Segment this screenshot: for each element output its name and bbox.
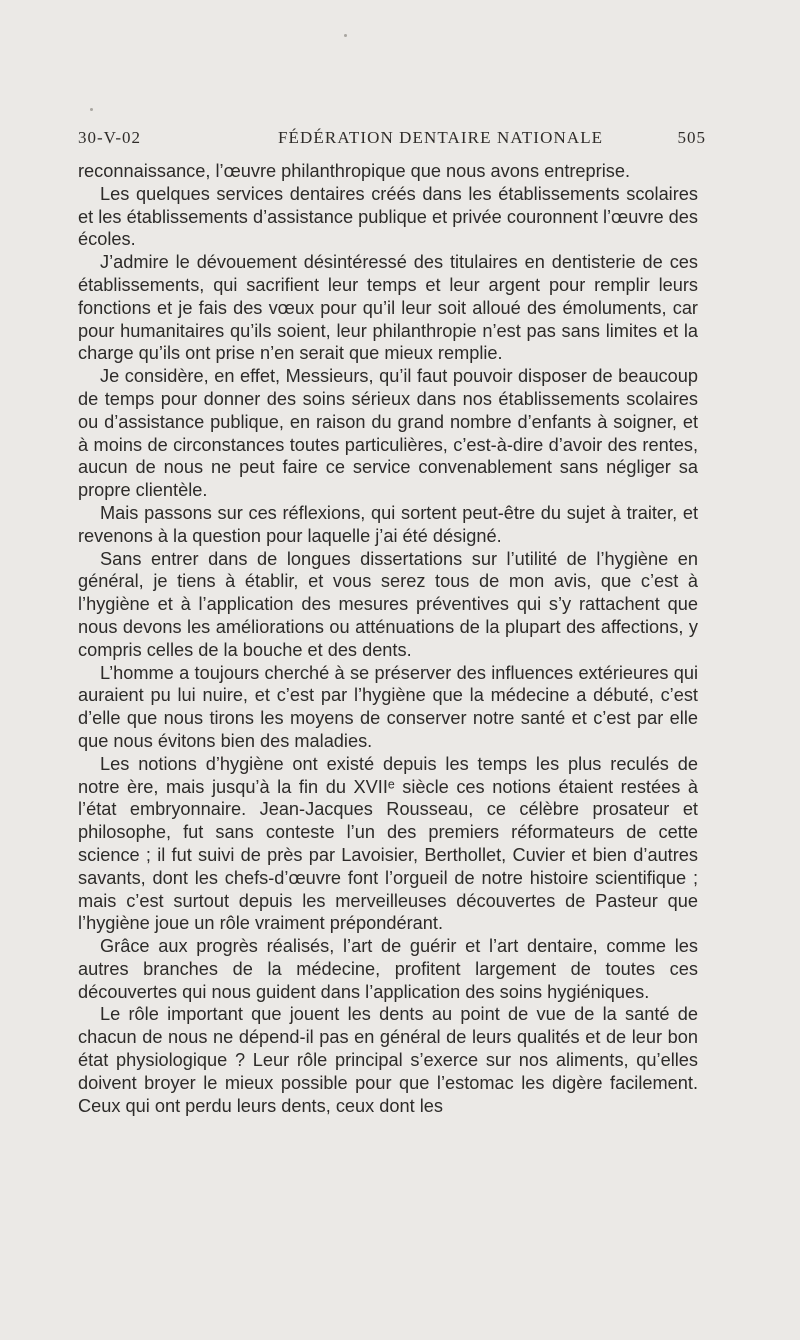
paragraph: Les quelques services dentaires créés dans les établissements scolaires et les établissements d’assistance publique et privée couronnent l’œuvre des écoles. [78,183,698,250]
header-date: 30-V-02 [78,128,142,147]
paragraph: L’homme a toujours cherché à se préserver des influences extérieures qui auraient pu lui nuire, et c’est par l’hygiène que la médecine a débuté, c’est d’elle que nous tirons les moyens de conserver notre santé et c’est par elle que nous évitons bien des maladies. [78,662,698,751]
paragraph: Sans entrer dans de longues dissertations sur l’utilité de l’hygiène en général, je tiens à établir, et vous serez tous de mon avis, que c’est à l’hygiène et à l’application des mesures préventives qui s’y rattachent que nous devons les améliorations ou atténuations de la plupart des affections, y compris celles de la bouche et des dents. [78,548,698,660]
paragraph: Mais passons sur ces réflexions, qui sortent peut-être du sujet à traiter, et revenons à la question pour laquelle j’ai été désigné. [78,502,698,546]
paragraph: reconnaissance, l’œuvre philanthropique que nous avons entreprise. [78,161,631,181]
header-title: FÉDÉRATION DENTAIRE NATIONALE [278,128,604,147]
paragraph: J’admire le dévouement désintéressé des titulaires en dentisterie de ces établissements, qui sacrifient leur temps et leur argent pour remplir leurs fonctions et je fais des vœux pour qu’il leur soit alloué des émoluments, car pour humanitaires qu’ils soient, leur philanthropie n’est pas sans limites et la charge qu’ils ont prise n’en serait que mieux remplie. [78,252,698,364]
paragraph: Je considère, en effet, Messieurs, qu’il faut pouvoir disposer de beaucoup de temps pour donner des soins sérieux dans nos établissements scolaires ou d’assistance publique, en raison du grand nombre d’enfants à soigner, et à moins de circonstances toutes particulières, c’est-à-dire d’avoir des rentes, aucun de nous ne peut faire ce service convenablement sans négliger sa propre clientèle. [78,366,698,501]
paragraph: Le rôle important que jouent les dents au point de vue de la santé de chacun de nous ne dépend-il pas en général de leurs qualités et de leur bon état physiologique ? Leur rôle principal s’exerce sur nos aliments, qu’elles doivent broyer le mieux possible pour que l’estomac les digère facilement. Ceux qui ont perdu leurs dents, ceux dont les [78,1004,698,1116]
paragraph: Grâce aux progrès réalisés, l’art de guérir et l’art dentaire, comme les autres branches de la médecine, profitent largement de toutes ces découvertes qui nous guident dans l’application des soins hygiéniques. [78,936,698,1002]
specks [90,108,93,111]
page-header [78,128,706,150]
specks [344,34,347,37]
body-text [78,160,698,1117]
paragraph: Les notions d’hygiène ont existé depuis les temps les plus reculés de notre ère, mais jusqu’à la fin du XVIIᵉ siècle ces notions étaient restées à l’état embryonnaire. Jean-Jacques Rousseau, ce célèbre prosateur et philosophe, fut sans conteste l’un des premiers réformateurs de cette science ; il fut suivi de près par Lavoisier, Berthollet, Cuvier et bien d’autres savants, dont les chefs-d’œuvre font l’orgueil de notre histoire scientifique ; mais c’est surtout depuis les merveilleuses découvertes de Pasteur que l’hygiène joue un rôle vraiment prépondérant. [78,753,698,934]
page-number: 505 [677,128,706,147]
